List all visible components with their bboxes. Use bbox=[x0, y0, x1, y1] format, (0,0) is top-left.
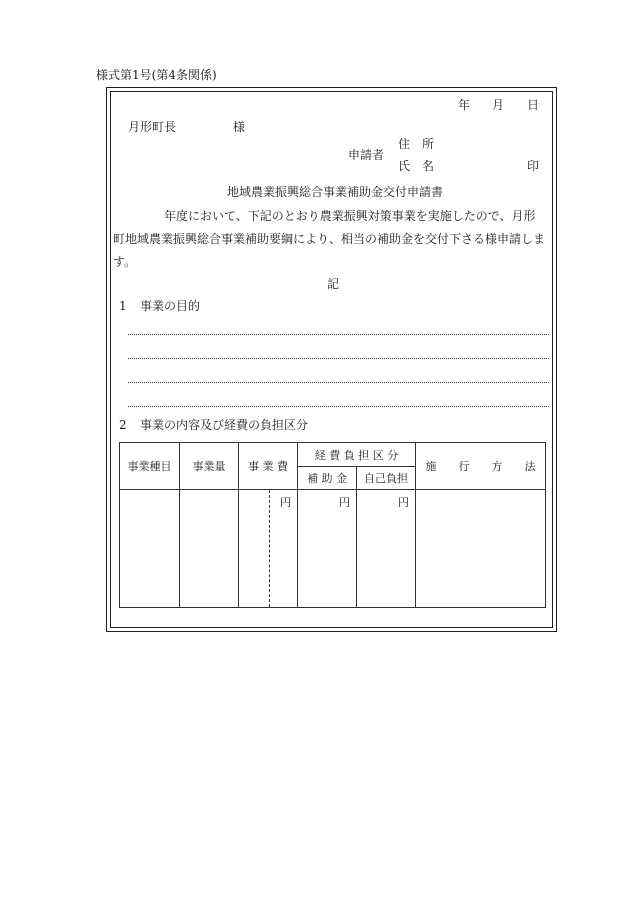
form-number-label: 様式第1号(第4条関係) bbox=[96, 68, 217, 82]
section-1-heading: 事業の目的 bbox=[140, 299, 201, 313]
header-quantity: 事業量 bbox=[180, 443, 239, 490]
cell-cost[interactable] bbox=[239, 490, 298, 608]
applicant-label: 申請者 bbox=[348, 148, 385, 162]
cell-category[interactable] bbox=[120, 490, 180, 608]
body-text-line-3: す。 bbox=[113, 255, 137, 269]
header-self-burden: 自己負担 bbox=[357, 467, 416, 490]
section-2-heading: 事業の内容及び経費の負担区分 bbox=[140, 418, 309, 432]
date-month-label: 月 bbox=[492, 98, 505, 112]
section-1-number: 1 bbox=[119, 299, 127, 313]
body-text-line-1: 年度において、下記のとおり農業振興対策事業を実施したので、月形 bbox=[140, 209, 536, 223]
ki-heading: 記 bbox=[327, 277, 340, 291]
header-method: 施 行 方 法 bbox=[416, 443, 546, 490]
cell-self-burden[interactable] bbox=[357, 490, 416, 608]
header-subsidy: 補 助 金 bbox=[298, 467, 357, 490]
applicant-name-label: 氏 名 bbox=[398, 159, 435, 173]
seal-mark: 印 bbox=[527, 159, 540, 173]
purpose-dotted-line bbox=[128, 406, 549, 407]
cell-subsidy[interactable] bbox=[298, 490, 357, 608]
section-2-number: 2 bbox=[119, 418, 127, 432]
cost-dashed-divider bbox=[269, 490, 270, 607]
date-day-label: 日 bbox=[527, 98, 540, 112]
purpose-dotted-line bbox=[128, 358, 549, 359]
subsidy-yen-unit: 円 bbox=[339, 496, 350, 509]
self-burden-yen-unit: 円 bbox=[398, 496, 410, 509]
purpose-dotted-line bbox=[128, 382, 549, 383]
header-burden: 経 費 負 担 区 分 bbox=[298, 443, 416, 467]
applicant-address-label: 住 所 bbox=[398, 137, 435, 151]
addressee-honorific: 様 bbox=[233, 120, 246, 134]
date-year-label: 年 bbox=[458, 98, 471, 112]
document-title: 地域農業振興総合事業補助金交付申請書 bbox=[227, 185, 444, 199]
purpose-dotted-line bbox=[128, 334, 549, 335]
cell-quantity[interactable] bbox=[180, 490, 239, 608]
cell-method[interactable] bbox=[416, 490, 546, 608]
cost-yen-unit: 円 bbox=[280, 496, 291, 509]
body-text-line-2: 町地域農業振興総合事業補助要綱により、相当の補助金を交付下さる様申請しま bbox=[113, 232, 546, 246]
cost-table bbox=[119, 442, 546, 608]
addressee-name: 月形町長 bbox=[128, 120, 177, 134]
header-category: 事業種目 bbox=[120, 443, 180, 490]
header-cost: 事 業 費 bbox=[239, 443, 298, 490]
